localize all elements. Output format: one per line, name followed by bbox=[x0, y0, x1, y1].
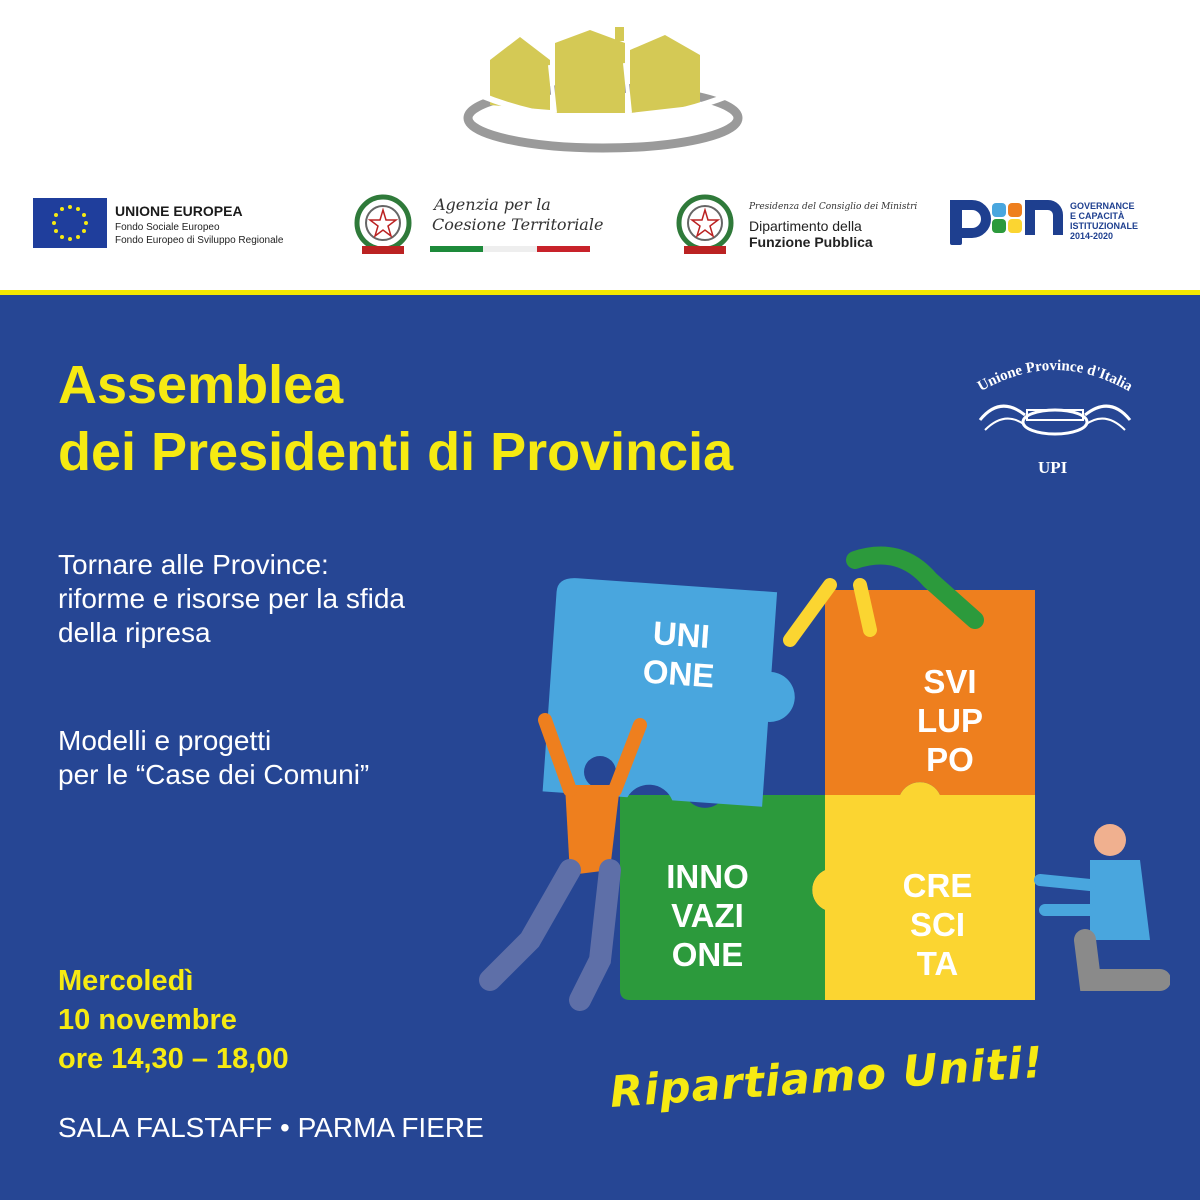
label-line: SVI bbox=[923, 663, 977, 700]
slogan: Ripartiamo Uniti! bbox=[608, 1037, 1046, 1118]
label-line: CRE bbox=[902, 867, 973, 904]
upi-label: UPI bbox=[1038, 458, 1068, 477]
date-date: 10 novembre bbox=[58, 1004, 237, 1036]
label-line: PO bbox=[926, 741, 974, 778]
pon-line3: ISTITUZIONALE bbox=[1070, 221, 1138, 231]
label-line: UNI bbox=[651, 614, 712, 655]
label-line: SCI bbox=[909, 906, 965, 943]
subtitle-block bbox=[58, 548, 538, 650]
subtitle2-block bbox=[58, 724, 538, 792]
houses-logo bbox=[455, 25, 755, 155]
pon-line2: E CAPACITÀ bbox=[1070, 211, 1125, 221]
agency-line1: Agenzia per la bbox=[434, 195, 551, 214]
upi-logo-icon bbox=[960, 350, 1150, 450]
pon-line1: GOVERNANCE bbox=[1070, 201, 1135, 211]
blue-piece-label bbox=[617, 611, 742, 697]
orange-piece-label bbox=[895, 662, 1005, 779]
eu-line1: Fondo Sociale Europeo bbox=[115, 222, 220, 233]
label-line: LUP bbox=[917, 702, 983, 739]
subtitle-line2: riforme e risorse per la sfida bbox=[58, 583, 406, 614]
event-date bbox=[58, 962, 289, 1079]
department-line2: Funzione Pubblica bbox=[749, 234, 873, 250]
eu-flag-icon bbox=[33, 198, 107, 248]
upi-arc-text: Unione Province d'Italia bbox=[975, 357, 1135, 395]
title-line2: dei Presidenti di Provincia bbox=[58, 422, 734, 482]
italian-emblem-icon bbox=[348, 190, 418, 260]
blue-piece bbox=[543, 577, 802, 809]
department-name bbox=[749, 218, 909, 250]
label-line: INNO bbox=[666, 858, 749, 895]
page-title bbox=[58, 352, 978, 486]
pon-caption bbox=[1070, 201, 1180, 241]
event-venue: SALA FALSTAFF • PARMA FIERE bbox=[58, 1112, 484, 1143]
agency-name bbox=[432, 195, 603, 235]
department-line1: Dipartimento della bbox=[749, 218, 862, 234]
label-line: VAZI bbox=[671, 897, 744, 934]
pon-line4: 2014-2020 bbox=[1070, 231, 1114, 241]
subtitle-line3: della ripresa bbox=[58, 617, 211, 648]
label-line: ONE bbox=[671, 936, 744, 973]
label-line: ONE bbox=[641, 652, 716, 695]
date-time: ore 14,30 – 18,00 bbox=[58, 1043, 289, 1075]
label-line: TA bbox=[916, 945, 959, 982]
agency-line2: Coesione Territoriale bbox=[432, 215, 604, 234]
yellow-piece-label bbox=[880, 866, 995, 983]
eu-title: UNIONE EUROPEA bbox=[115, 203, 243, 219]
eu-line2: Fondo Europeo di Sviluppo Regionale bbox=[115, 235, 284, 246]
date-day: Mercoledì bbox=[58, 965, 194, 997]
title-line1: Assemblea bbox=[58, 355, 344, 415]
person-right bbox=[1040, 824, 1160, 980]
italian-emblem-icon bbox=[670, 190, 740, 260]
department-presidency: Presidenza del Consiglio dei Ministri bbox=[749, 202, 918, 212]
pon-logo-icon bbox=[950, 197, 1065, 245]
subtitle-line1: Tornare alle Province: bbox=[58, 549, 329, 580]
svg-text:Unione Province d'Italia bbox=[975, 358, 1135, 395]
subtitle2-line1: Modelli e progetti bbox=[58, 725, 272, 756]
green-piece-label bbox=[640, 857, 775, 974]
italian-flag-stripe bbox=[430, 246, 590, 252]
puzzle-illustration bbox=[470, 540, 1170, 1020]
header-area bbox=[0, 0, 1200, 290]
subtitle2-line2: per le “Case dei Comuni” bbox=[58, 759, 370, 790]
